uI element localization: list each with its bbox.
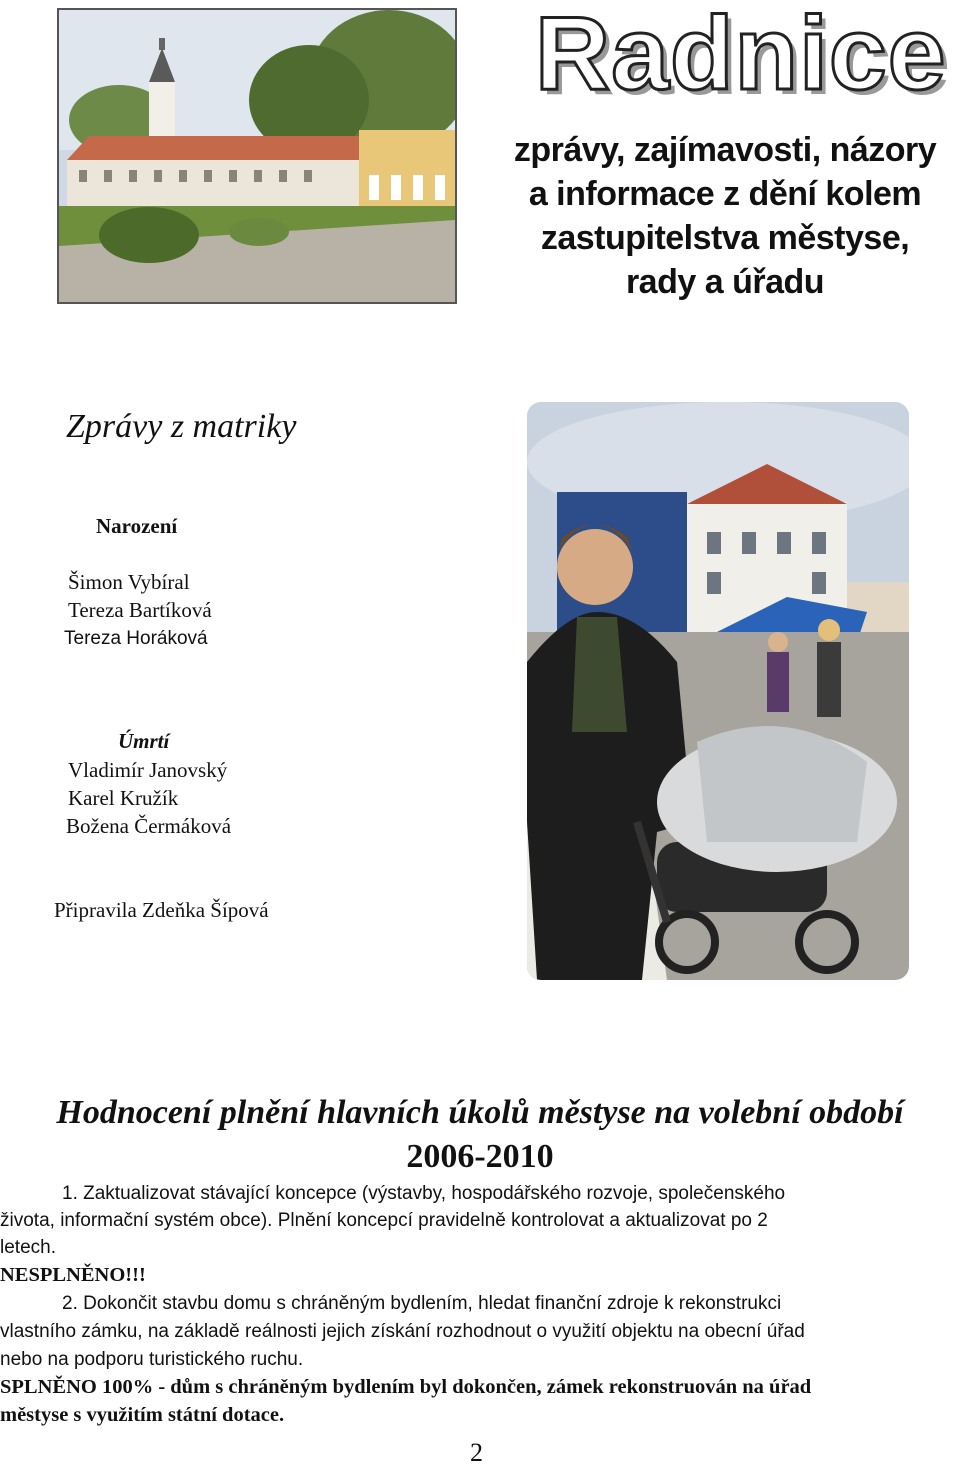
registry-heading: Zprávy z matriky: [66, 408, 297, 445]
masthead-subtitle-line: a informace z dění kolem: [528, 175, 922, 213]
item2-status-line: městyse s využitím státní dotace.: [0, 1404, 285, 1426]
father-with-stroller-photo: [527, 402, 909, 980]
item2-line: nebo na podporu turistického ruchu.: [0, 1349, 304, 1370]
death-name: Vladimír Janovský: [68, 758, 228, 782]
item1-line: 1. Zaktualizovat stávající koncepce (výstavby, hospodářského rozvoje, společenského: [62, 1183, 786, 1204]
evaluation-heading: Hodnocení plnění hlavních úkolů městyse na volební období: [56, 1094, 904, 1131]
prepared-by: Připravila Zdeňka Šípová: [54, 898, 269, 922]
item2-line: 2. Dokončit stavbu domu s chráněným bydlením, hledat finanční zdroje k rekonstrukci: [62, 1293, 782, 1314]
death-name: Karel Kružík: [68, 786, 179, 810]
masthead-subtitle-line: rady a úřadu: [625, 263, 825, 301]
birth-name: Tereza Bartíková: [68, 598, 212, 622]
births-label: Narození: [96, 514, 178, 538]
birth-name: Šimon Vybíral: [68, 570, 190, 594]
item2-line: vlastního zámku, na základě reálnosti jejich získání rozhodnout o využití objektu na obecní úřad: [0, 1321, 805, 1342]
page-number: 2: [470, 1438, 483, 1467]
death-name: Božena Čermáková: [66, 814, 232, 838]
item1-line: letech.: [0, 1237, 56, 1258]
deaths-label: Úmrtí: [118, 729, 170, 753]
item2-status-line: SPLNĚNO 100% - dům s chráněným bydlením byl dokončen, zámek rekonstruován na úřad: [0, 1376, 812, 1398]
masthead-subtitle-line: zprávy, zajímavosti, názory: [513, 131, 937, 169]
masthead-subtitle: [505, 128, 945, 304]
masthead-title: Radnice: [535, 0, 947, 112]
birth-name: Tereza Horáková: [64, 628, 208, 649]
evaluation-years: 2006-2010: [406, 1138, 554, 1175]
item1-line: života, informační systém obce). Plnění koncepcí pravidelně kontrolovat a aktualizovat po 2: [0, 1210, 768, 1231]
town-square-photo: [57, 8, 457, 304]
item1-status: NESPLNĚNO!!!: [0, 1264, 146, 1286]
masthead-subtitle-line: zastupitelstva městyse,: [540, 219, 910, 257]
